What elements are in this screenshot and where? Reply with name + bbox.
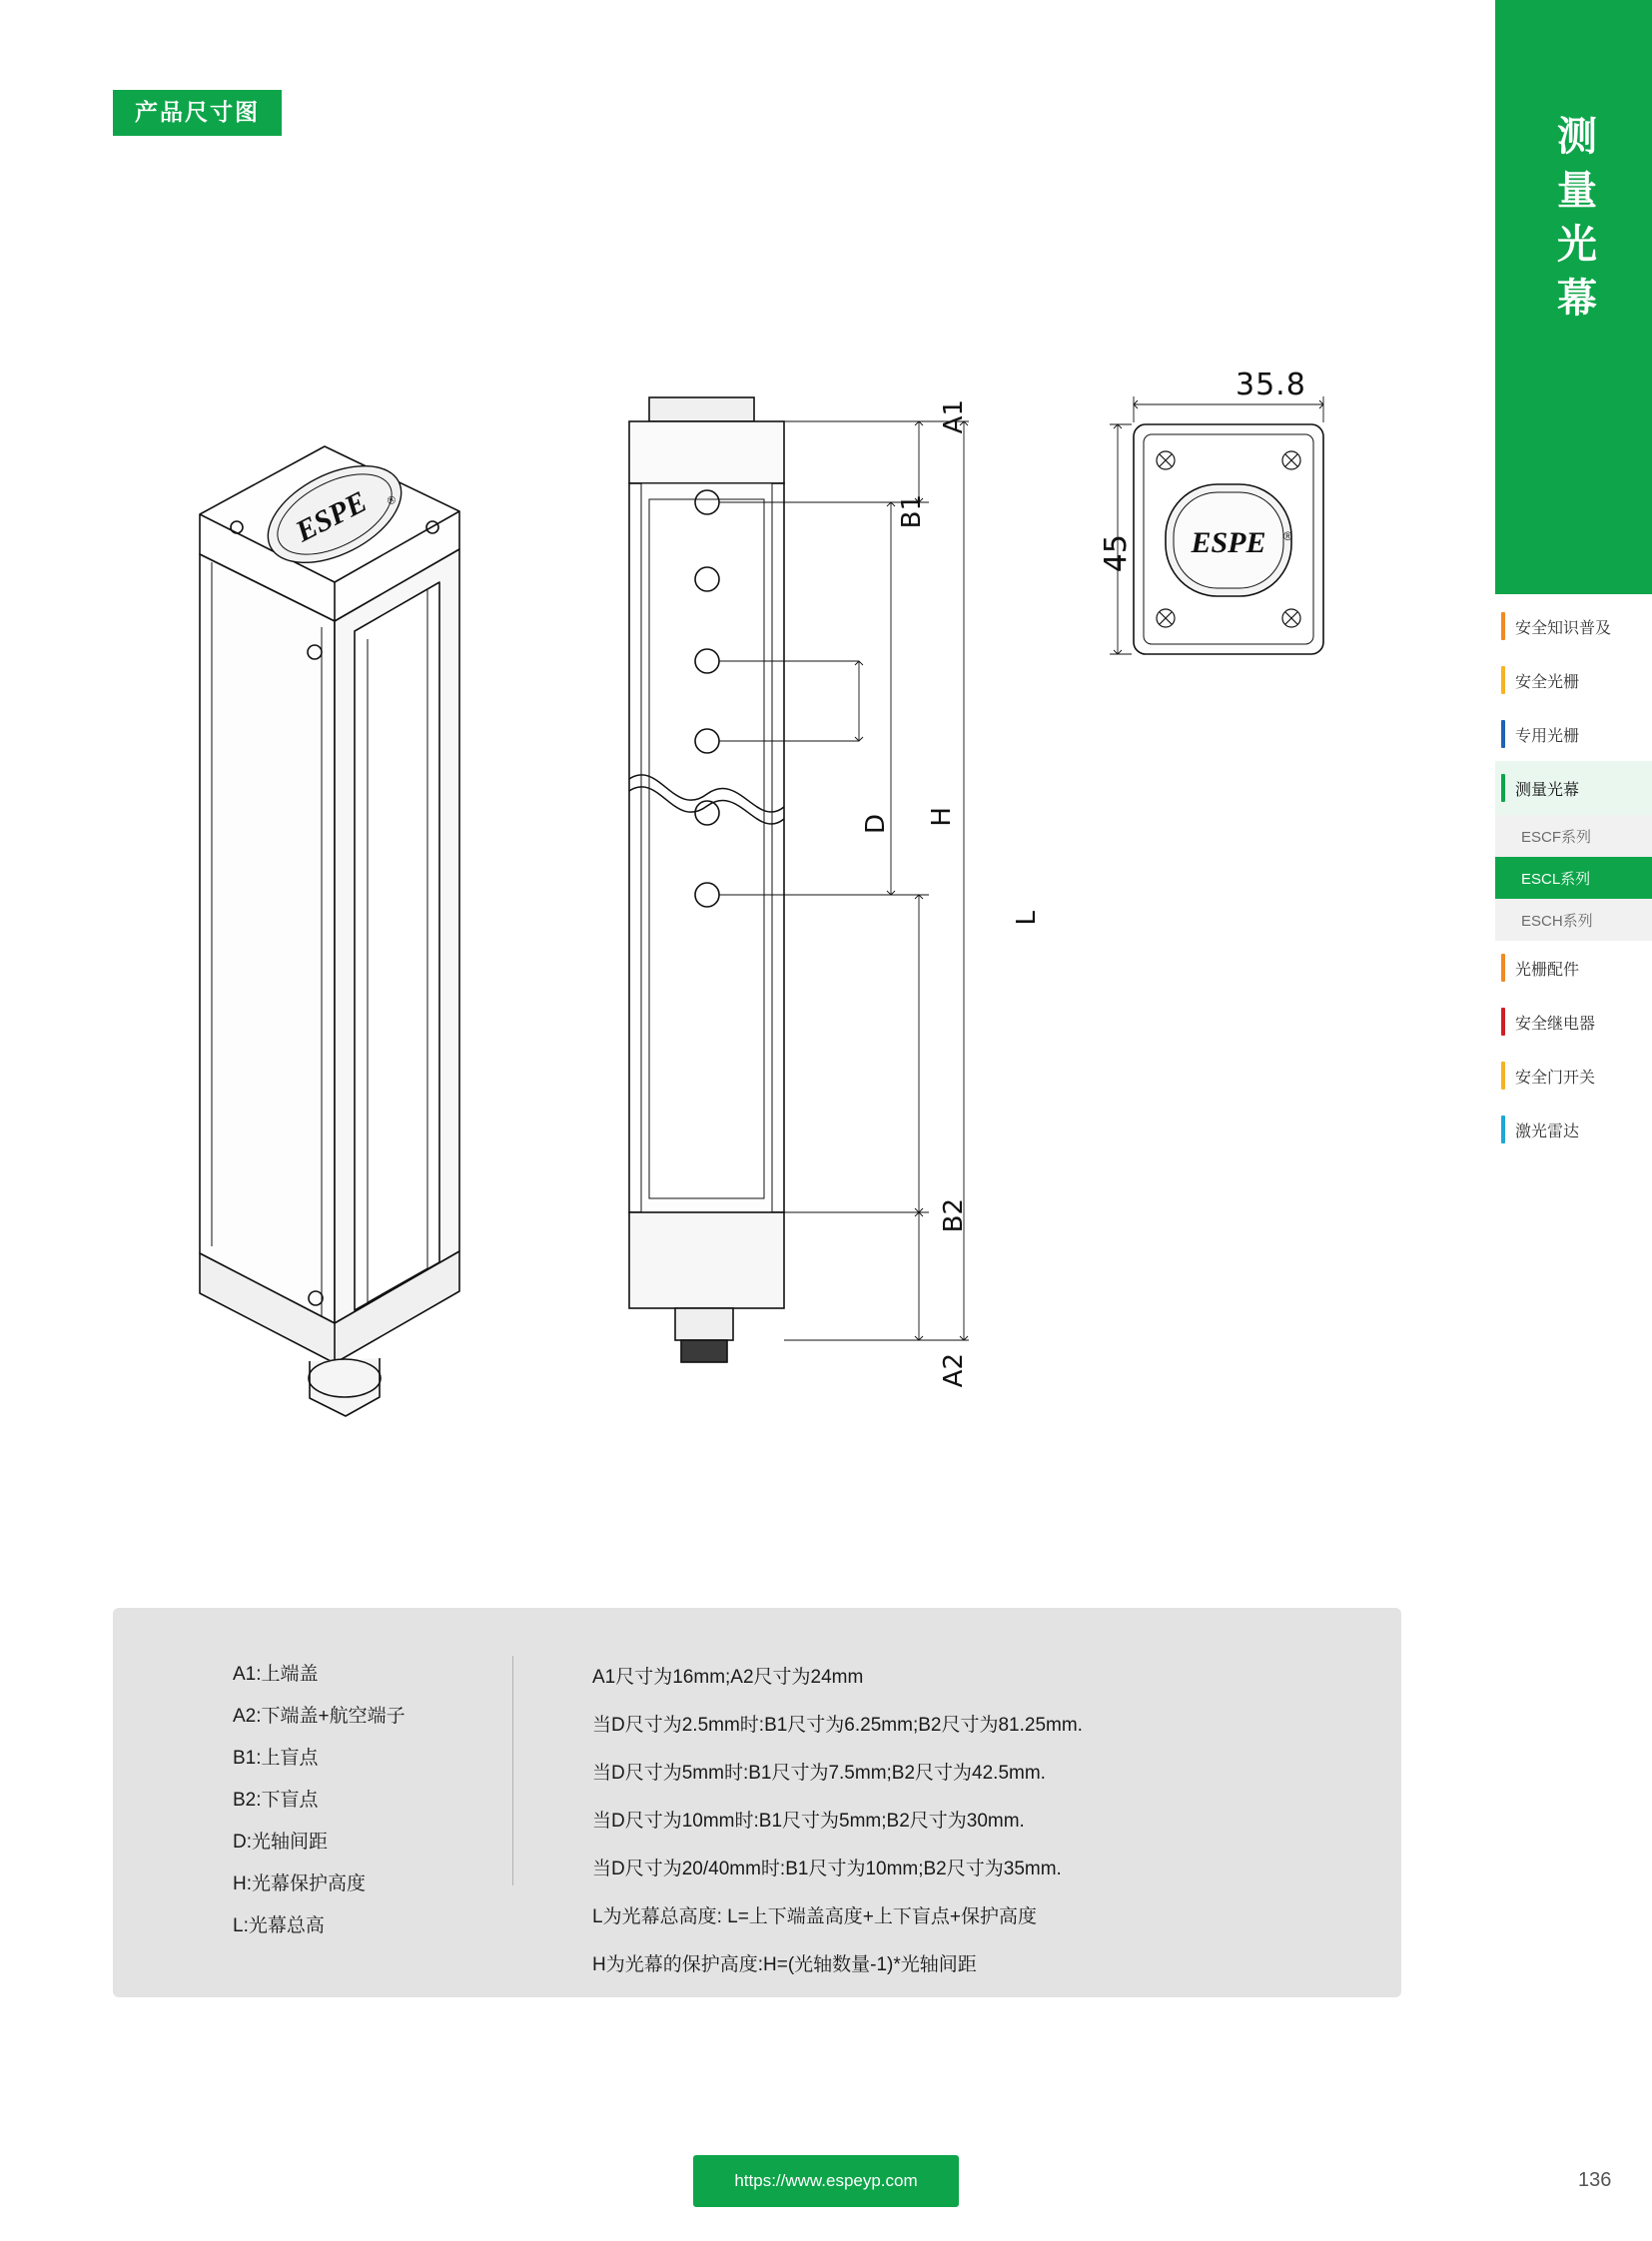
footer-website-link[interactable]: https://www.espeyp.com <box>693 2155 959 2207</box>
accent-bar-icon <box>1501 774 1505 802</box>
page-number: 136 <box>1578 2169 1612 2191</box>
sidebar-item-label: ESCL系列 <box>1521 870 1591 888</box>
dimension-label-l: L <box>1012 911 1042 926</box>
sidebar-item-measuring-curtain[interactable] <box>1495 761 1652 815</box>
legend-note: 当D尺寸为20/40mm时:B1尺寸为10mm;B2尺寸为35mm. <box>592 1859 1062 1879</box>
legend-note: L为光幕总高度: L=上下端盖高度+上下盲点+保护高度 <box>592 1906 1037 1927</box>
sidebar-header-title: 测量光幕 <box>1551 114 1596 331</box>
dimension-label-width: 35.8 <box>1236 368 1306 402</box>
sidebar-item-laser-radar[interactable] <box>1495 1103 1652 1156</box>
dimension-label-depth: 45 <box>1099 534 1134 573</box>
dimension-label-b1: B1 <box>897 494 927 529</box>
front-elevation-view <box>619 389 1039 1458</box>
sidebar <box>1495 0 1652 2241</box>
sidebar-menu <box>1495 599 1652 1156</box>
accent-bar-icon <box>1501 1008 1505 1036</box>
accent-bar-icon <box>1501 1062 1505 1090</box>
dimension-label-b2: B2 <box>939 1198 969 1233</box>
legend-item: A1:上端盖 <box>233 1664 319 1685</box>
legend-item: L:光幕总高 <box>233 1915 325 1936</box>
accent-bar-icon <box>1501 954 1505 982</box>
accent-bar-icon <box>1501 666 1505 694</box>
svg-text:®: ® <box>385 493 399 508</box>
sidebar-header <box>1495 0 1652 594</box>
sidebar-item-safety-knowledge[interactable] <box>1495 599 1652 653</box>
accent-bar-icon <box>1501 612 1505 640</box>
sidebar-item-safety-light-curtain[interactable] <box>1495 653 1652 707</box>
sidebar-item-label: 安全继电器 <box>1515 1015 1596 1033</box>
legend-item: H:光幕保护高度 <box>233 1873 367 1894</box>
sidebar-item-escf-series[interactable] <box>1495 815 1652 857</box>
sidebar-item-esch-series[interactable] <box>1495 899 1652 941</box>
isometric-view <box>140 399 499 1458</box>
page-title: 产品尺寸图 <box>113 90 282 136</box>
legend-note: 当D尺寸为5mm时:B1尺寸为7.5mm;B2尺寸为42.5mm. <box>592 1763 1046 1784</box>
sidebar-item-label: 激光雷达 <box>1515 1122 1580 1140</box>
sidebar-item-label: 安全光栅 <box>1515 673 1580 691</box>
legend-note: 当D尺寸为10mm时:B1尺寸为5mm;B2尺寸为30mm. <box>592 1811 1025 1832</box>
accent-bar-icon <box>1501 720 1505 748</box>
espe-logo-section: ESPE <box>1191 526 1266 559</box>
sidebar-item-grating-accessories[interactable] <box>1495 941 1652 995</box>
sidebar-item-label: 专用光栅 <box>1515 727 1580 745</box>
legend-note: 当D尺寸为2.5mm时:B1尺寸为6.25mm;B2尺寸为81.25mm. <box>592 1715 1083 1736</box>
sidebar-item-label: 安全门开关 <box>1515 1069 1596 1087</box>
legend-note: H为光幕的保护高度:H=(光轴数量-1)*光轴间距 <box>592 1954 977 1975</box>
sidebar-item-escl-series[interactable] <box>1495 857 1652 899</box>
sidebar-item-special-grating[interactable] <box>1495 707 1652 761</box>
sidebar-item-label: ESCF系列 <box>1521 828 1592 846</box>
legend-right-column <box>592 1654 1083 1989</box>
dimension-label-d: D <box>861 814 891 835</box>
accent-bar-icon <box>1501 1116 1505 1143</box>
sidebar-item-label: 光栅配件 <box>1515 961 1580 979</box>
cross-section-view <box>1104 374 1363 704</box>
registered-mark-section: ® <box>1283 529 1292 543</box>
legend-note-box <box>113 1608 1401 1997</box>
legend-item: A2:下端盖+航空端子 <box>233 1706 406 1727</box>
legend-item: B2:下盲点 <box>233 1790 319 1811</box>
svg-text:ESPE: ESPE <box>290 484 373 549</box>
dimension-label-a1: A1 <box>939 399 969 434</box>
sidebar-item-label: 测量光幕 <box>1515 781 1580 799</box>
sidebar-item-label: ESCH系列 <box>1521 912 1593 930</box>
legend-note: A1尺寸为16mm;A2尺寸为24mm <box>592 1667 864 1688</box>
sidebar-item-safety-door-switch[interactable] <box>1495 1049 1652 1103</box>
sidebar-item-label: 安全知识普及 <box>1515 619 1612 637</box>
legend-left-column <box>233 1654 406 1947</box>
legend-item: B1:上盲点 <box>233 1748 319 1769</box>
legend-divider <box>512 1656 513 1885</box>
sidebar-item-safety-relay[interactable] <box>1495 995 1652 1049</box>
legend-item: D:光轴间距 <box>233 1832 329 1853</box>
dimension-label-a2: A2 <box>939 1353 969 1388</box>
dimension-label-h: H <box>927 807 957 827</box>
